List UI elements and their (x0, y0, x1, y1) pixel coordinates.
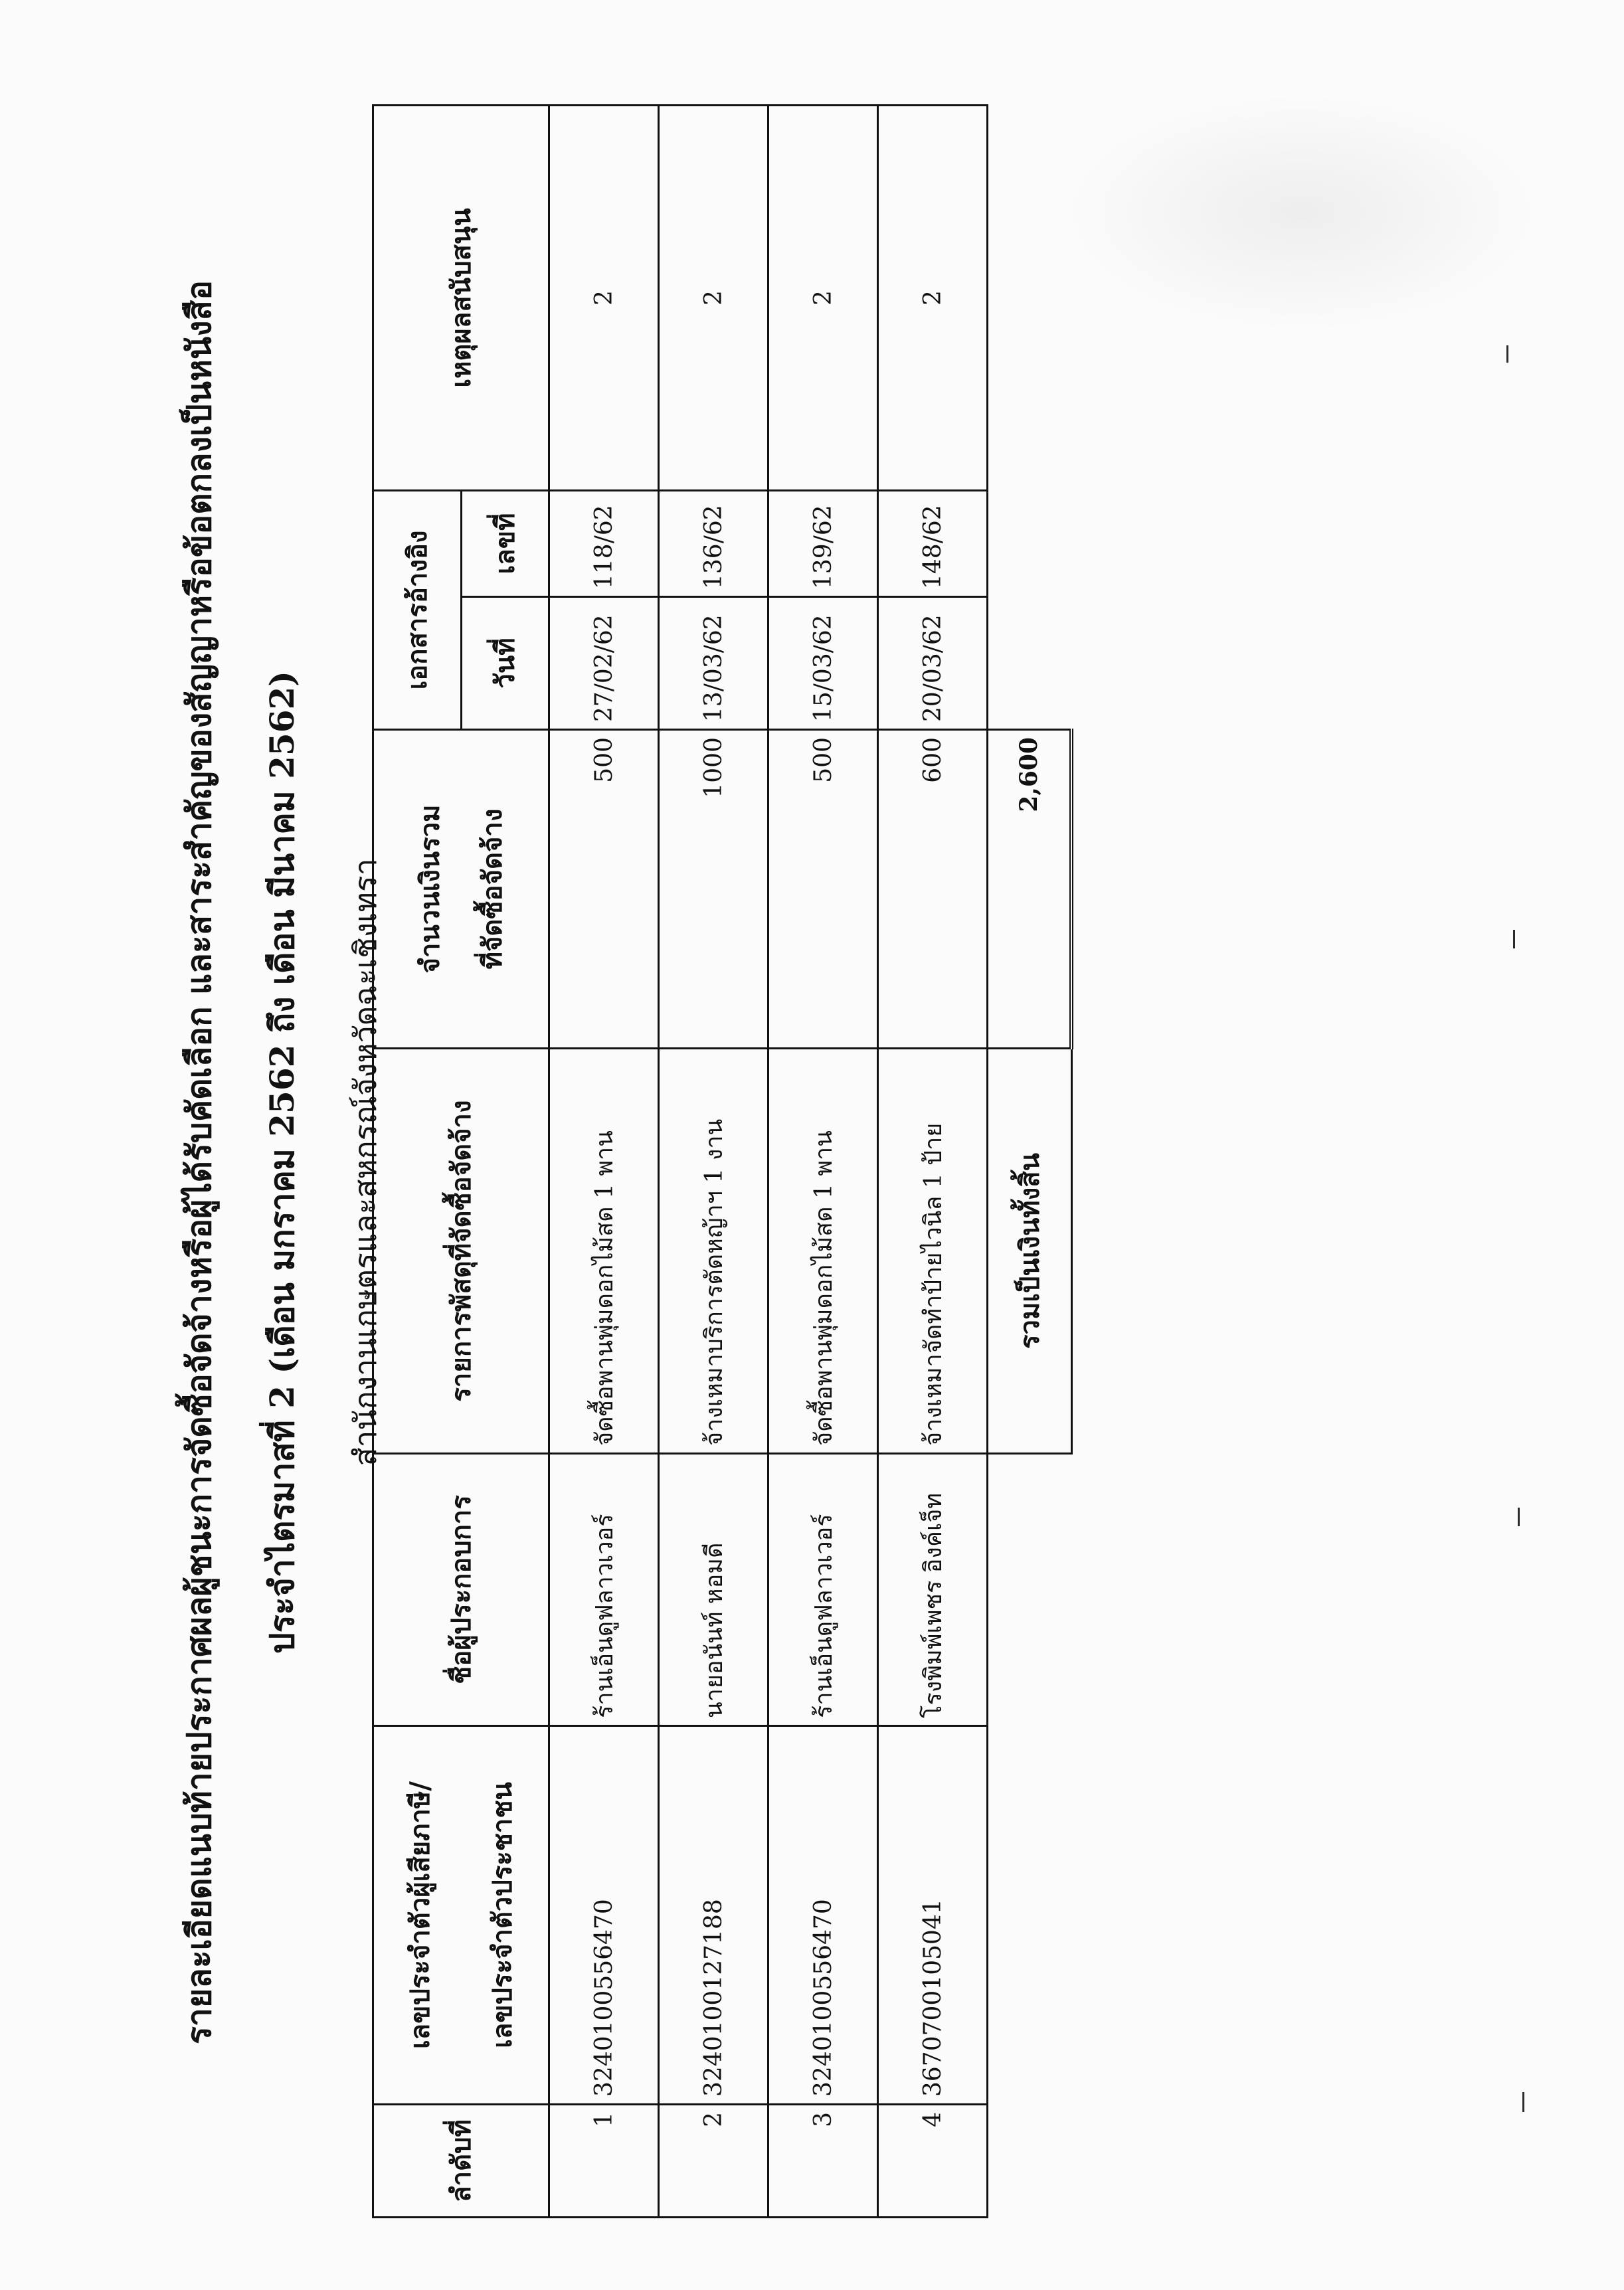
row-amount: 500 (768, 730, 878, 1049)
row-date: 20/03/62 (878, 597, 988, 730)
row-item: จัดซื้อพานพุ่มดอกไม้สด 1 พาน (549, 1049, 659, 1454)
row-number: 148/62 (878, 491, 988, 597)
total-row (988, 106, 1072, 2218)
row-vendor: นายอนันท์ หอมดี (659, 1454, 768, 1726)
document-office: สำนักงานเกษตรและสหกรณ์จังหวัดฉะเชิงเทรา (347, 858, 383, 1466)
row-date: 15/03/62 (768, 597, 878, 730)
header-amount-line2: ที่จัดซื้อจัดจ้าง (477, 808, 508, 970)
row-number: 136/62 (659, 491, 768, 597)
row-vendor: ร้านเอ็นดูฟลาวเวอร์ (768, 1454, 878, 1726)
header-tax-id-line2: เลขประจำตัวประชาชน (487, 1782, 518, 2048)
total-value: 2,600 (988, 730, 1072, 1049)
row-vendor: โรงพิมพ์เพชร อิงค์เจ็ท (878, 1454, 988, 1726)
table-row (659, 106, 768, 2218)
row-number: 118/62 (549, 491, 659, 597)
header-seq: ลำดับที่ (373, 2105, 549, 2218)
document-title: รายละเอียดแนบท้ายประกาศผลผู้ชนะการจัดซื้อจัดจ้างหรือผู้ได้รับคัดเลือก และสาระสำคัญของสัญญาหรือข้อตกลงเป็นหนังสือ (179, 280, 219, 2045)
row-item: จ้างเหมาบริการตัดหญ้าฯ 1 งาน (659, 1049, 768, 1454)
row-amount: 500 (549, 730, 659, 1049)
header-items: รายการพัสดุที่จัดซื้อจัดจ้าง (373, 1049, 549, 1454)
row-seq: 4 (878, 2105, 988, 2218)
row-tax-id: 3240100556470 (549, 1726, 659, 2105)
header-reference: เอกสารอ้างอิง (373, 491, 462, 730)
row-amount: 1000 (659, 730, 768, 1049)
row-date: 13/03/62 (659, 597, 768, 730)
rotated-document (166, 66, 1624, 2258)
header-ref-date: วันที่ (461, 597, 549, 730)
row-seq: 2 (659, 2105, 768, 2218)
row-item: จัดซื้อพานพุ่มดอกไม้สด 1 พาน (768, 1049, 878, 1454)
table-row (549, 106, 659, 2218)
row-seq: 3 (768, 2105, 878, 2218)
table-row (768, 106, 878, 2218)
total-spacer (988, 1454, 1072, 2218)
header-amount-line1: จำนวนเงินรวม (414, 804, 446, 974)
header-tax-id-line1: เลขประจำตัวผู้เสียภาษี/ (405, 1781, 436, 2049)
row-reason: 2 (768, 106, 878, 491)
row-reason: 2 (659, 106, 768, 491)
row-reason: 2 (878, 106, 988, 491)
header-vendor: ชื่อผู้ประกอบการ (373, 1454, 549, 1726)
total-trailing-spacer (988, 106, 1072, 730)
row-amount: 600 (878, 730, 988, 1049)
procurement-table (372, 104, 1073, 2218)
header-ref-no: เลขที่ (461, 491, 549, 597)
header-amount (373, 730, 549, 1049)
row-tax-id: 3240100127188 (659, 1726, 768, 2105)
table-row (878, 106, 988, 2218)
row-number: 139/62 (768, 491, 878, 597)
document-period: ประจำไตรมาสที่ 2 (เดือน มกราคม 2562 ถึง เดือน มีนาคม 2562) (262, 671, 302, 1654)
row-vendor: ร้านเอ็นดูฟลาวเวอร์ (549, 1454, 659, 1726)
header-reason: เหตุผลสนับสนุน (373, 106, 549, 491)
document-header (166, 66, 392, 2258)
header-tax-id (373, 1726, 549, 2105)
row-reason: 2 (549, 106, 659, 491)
row-date: 27/02/62 (549, 597, 659, 730)
row-tax-id: 3670700105041 (878, 1726, 988, 2105)
row-tax-id: 3240100556470 (768, 1726, 878, 2105)
total-label: รวมเป็นเงินทั้งสิ้น (988, 1049, 1072, 1454)
row-item: จ้างเหมาจัดทำป้ายไวนิล 1 ป้าย (878, 1049, 988, 1454)
row-seq: 1 (549, 2105, 659, 2218)
